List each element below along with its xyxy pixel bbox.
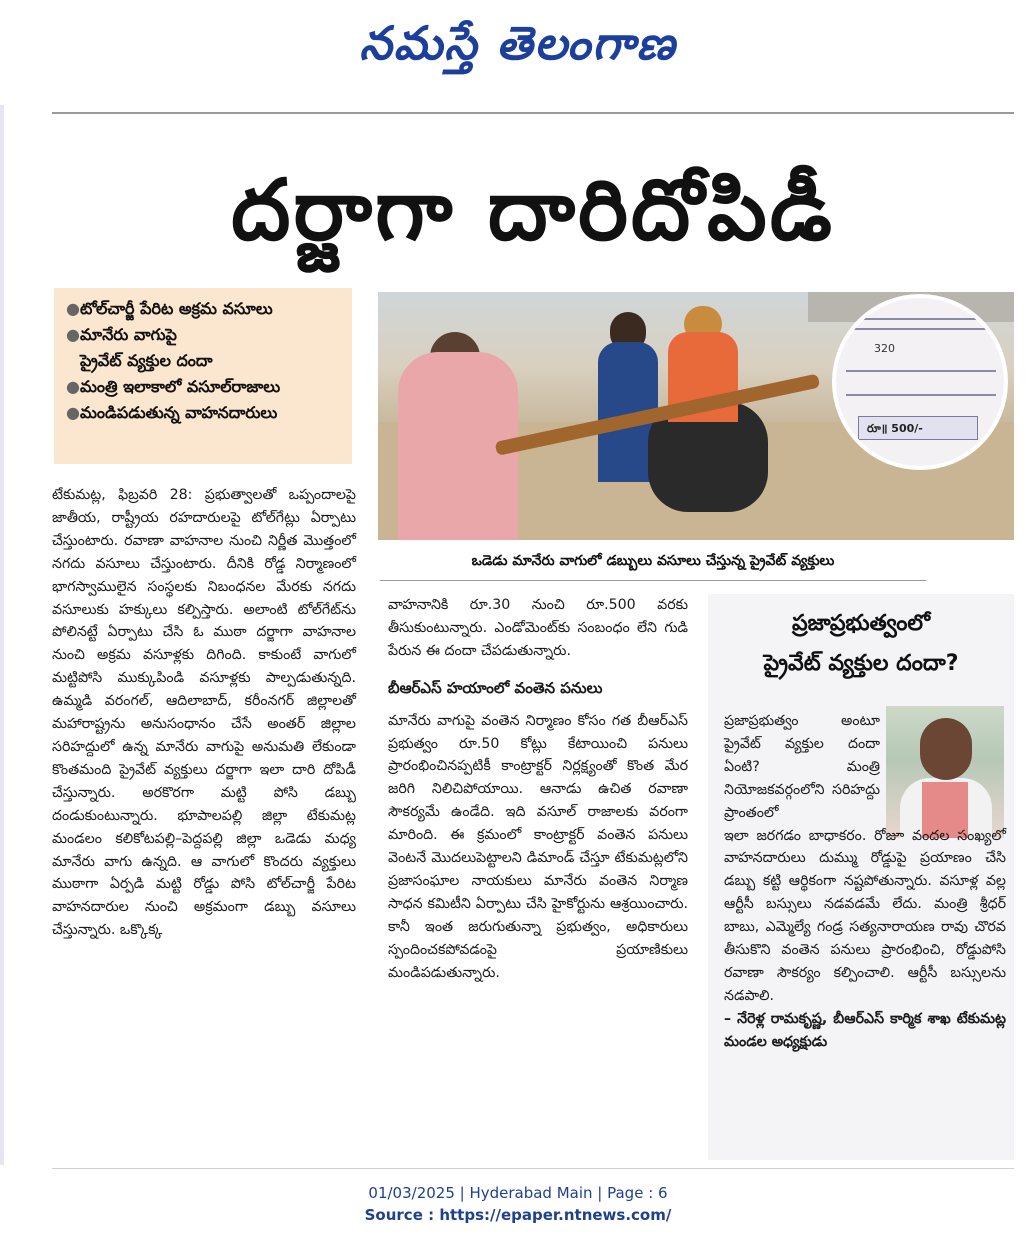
article-column-1 [52, 484, 356, 1160]
highlight-item [64, 374, 344, 400]
bullet-icon: ● [66, 377, 80, 396]
bullet-icon: ● [66, 299, 80, 318]
bullet-icon: ● [66, 403, 80, 422]
sidebar-quote-body: ఇలా జరగడం బాధాకరం. రోజూ వందల సంఖ్యలో వాహనదారులు దుమ్ము రోడ్డుపై ప్రయాణం చేసి డబ్బు కట్టి ఆర్థికంగా నష్టపోతున్నారు. వసూళ్ల వల్ల ఆర్టీసీ బస్సులు నడవడమే లేదు. మంత్రి శ్రీధర్ బాబు, ఎమ్మెల్యే గండ్ర సత్యనారాయణ రావు చొరవ తీసుకొని వంతెన పనులు ప్రారంభించి, రోడ్డుపోసి రవాణా సౌకర్యం కల్పించాలి. ఆర్టీసీ బస్సులను నడపాలి. [724, 827, 1006, 1004]
highlight-text: మానేరు వాగుపై [80, 325, 177, 344]
article-subhead: బీఆర్‌ఎస్ హయాంలో వంతెన పనులు [388, 678, 603, 697]
highlight-text: ప్రైవేట్ వ్యక్తుల దందా [80, 351, 213, 370]
headline: దర్జాగా దారిదోపిడీ [231, 161, 835, 259]
article-paragraph: మానేరు వాగుపై వంతెన నిర్మాణం కోసం గత బీఆర్‌ఎస్ ప్రభుత్వం రూ.50 కోట్లు కేటాయించి పనులు ప్రారంభించినప్పటికీ కాంట్రాక్టర్ నిర్లక్ష్యంతో కొంత మేర జరిగి నిలిచిపోయాయి. ఆనాడు ఉచిత రవాణా సౌకర్యమే ఉండేది. ఇది వసూల్ రాజాలకు వరంగా మారింది. ఈ క్రమంలో కాంట్రాక్టర్ వంతెన పనులు వెంటనే మొదలుపెట్టాలని డిమాండ్ చేస్తూ టేకుమట్లలోని ప్రజాసంఘాల నాయకులు మానేరు వంతెన నిర్మాణ సాధన కమిటీని ఏర్పాటు చేసి హైకోర్టును ఆశ్రయించారు. కానీ ఇంత జరుగుతున్నా ప్రభుత్వం, అధికారులు స్పందించకపోవడంపై ప్రయాణికులు మండిపడుతున్నారు. [388, 712, 688, 981]
caption-divider [380, 580, 926, 581]
top-divider [52, 112, 1014, 114]
footer-source-link[interactable]: Source : https://epaper.ntnews.com/ [364, 1206, 672, 1224]
news-photo [378, 292, 1014, 540]
receipt-amount: రూ॥ 500/- [858, 416, 978, 440]
sidebar-title-line: ప్రజాప్రభుత్వంలో [791, 611, 931, 636]
receipt-number: 320 [874, 342, 895, 355]
quote-sidebar [708, 594, 1014, 1160]
masthead-logo: నమస్తే తెలంగాణ [359, 16, 677, 70]
photo-caption: ఒడెడు మానేరు వాగులో డబ్బులు వసూలు చేస్తున్న ప్రైవేట్ వ్యక్తులు [471, 553, 835, 569]
sidebar-quote-lead: ప్రజాప్రభుత్వం అంటూ ప్రైవేట్ వ్యక్తుల దందా ఏంటి? మంత్రి నియోజకవర్గంలోని సరిహద్దు ప్రాంతంలో [724, 713, 880, 821]
sidebar-title-line: ప్రైవేట్ వ్యక్తుల దందా? [763, 651, 959, 676]
sidebar-quote [724, 710, 1006, 1054]
bottom-divider [52, 1168, 1014, 1169]
highlight-item [64, 400, 344, 426]
article-paragraph: టేకుమట్ల, ఫిబ్రవరి 28: ప్రభుత్వాలతో ఒప్పందాలపై జాతీయ, రాష్ట్రీయ రహదారులపై టోల్‌గేట్లు ఏర్పాటు చేస్తుంటారు. రవాణా వాహనాల నుంచి నిర్ణీత మొత్తంలో నగదు వసూలు చేస్తుంటారు. దీనికి రోడ్డ నిర్మాణంలో భాగస్వాములైన సంస్థలకు నిబంధనల మేరకు నగదు వసూలుకు హక్కులు కల్పిస్తారు. అలాంటి టోల్‌గేట్‌ను పోలినట్టే ఏర్పాటు చేసి ఓ ముఠా దర్జాగా వాహనాల నుంచి అక్రమ వసూళ్లకు దిగింది. కాకుంటే వాగులో మట్టిపోసి ముక్కుపిండి వసూళ్లకు పాల్పడుతున్నది. ఉమ్మడి వరంగల్, ఆదిలాబాద్, కరీంనగర్ జిల్లాలతో మహారాష్ట్రను అనుసంధానం చేసే అంతర్ జిల్లాల సరిహద్దులో ఉన్న మానేరు వాగుపై అనుమతి లేకుండా కొంతమంది ప్రైవేట్ వ్యక్తులు దర్జాగా ఇలా దారి దోపిడీ చేస్తున్నారు. అరకొరగా మట్టి పోసి డబ్బు దండుకుంటున్నారు. భూపాలపల్లి జిల్లా టేకుమట్ల మండలం కలికోటపల్లి–పెద్దపల్లి జిల్లా ఒడెడు మధ్య మానేరు వాగు ఉన్నది. ఆ వాగులో కొందరు వ్యక్తులు ముఠాగా ఏర్పడి మట్టి రోడ్డు పోసి టోల్‌చార్జీ పేరిట వాహనదారుల నుంచి అక్రమంగా డబ్బు వసూలు చేస్తున్నారు. ఒక్కొక్క [52, 487, 356, 939]
sidebar-title [708, 604, 1014, 684]
sidebar-signature: – నేరెళ్ల రామకృష్ణ, బీఆర్‌ఎస్ కార్మిక శాఖ టేకుమట్ల మండల అధ్యక్షుడు [724, 1010, 1006, 1050]
highlight-text: టోల్‌చార్జీ పేరిట అక్రమ వసూలు [80, 299, 273, 318]
highlight-text: మంత్రి ఇలాకాలో వసూల్‌రాజాలు [80, 377, 281, 396]
footer-date-edition: 01/03/2025 | Hyderabad Main | Page : 6 [368, 1184, 668, 1202]
highlight-item [64, 348, 344, 374]
article-paragraph: వాహనానికి రూ.30 నుంచి రూ.500 వరకు తీసుకుంటున్నారు. ఎండోమెంట్‌కు సంబంధం లేని గుడి పేరున ఈ దందా చేపడుతున్నారు. [388, 597, 688, 659]
article-column-2 [388, 594, 688, 1154]
highlights-box [54, 288, 352, 464]
highlight-item [64, 296, 344, 322]
bullet-icon: ● [66, 325, 80, 344]
left-margin-strip [0, 105, 4, 1165]
highlight-item [64, 322, 344, 348]
receipt-inset [832, 294, 1008, 470]
highlight-text: మండిపడుతున్న వాహనదారులు [80, 403, 278, 422]
